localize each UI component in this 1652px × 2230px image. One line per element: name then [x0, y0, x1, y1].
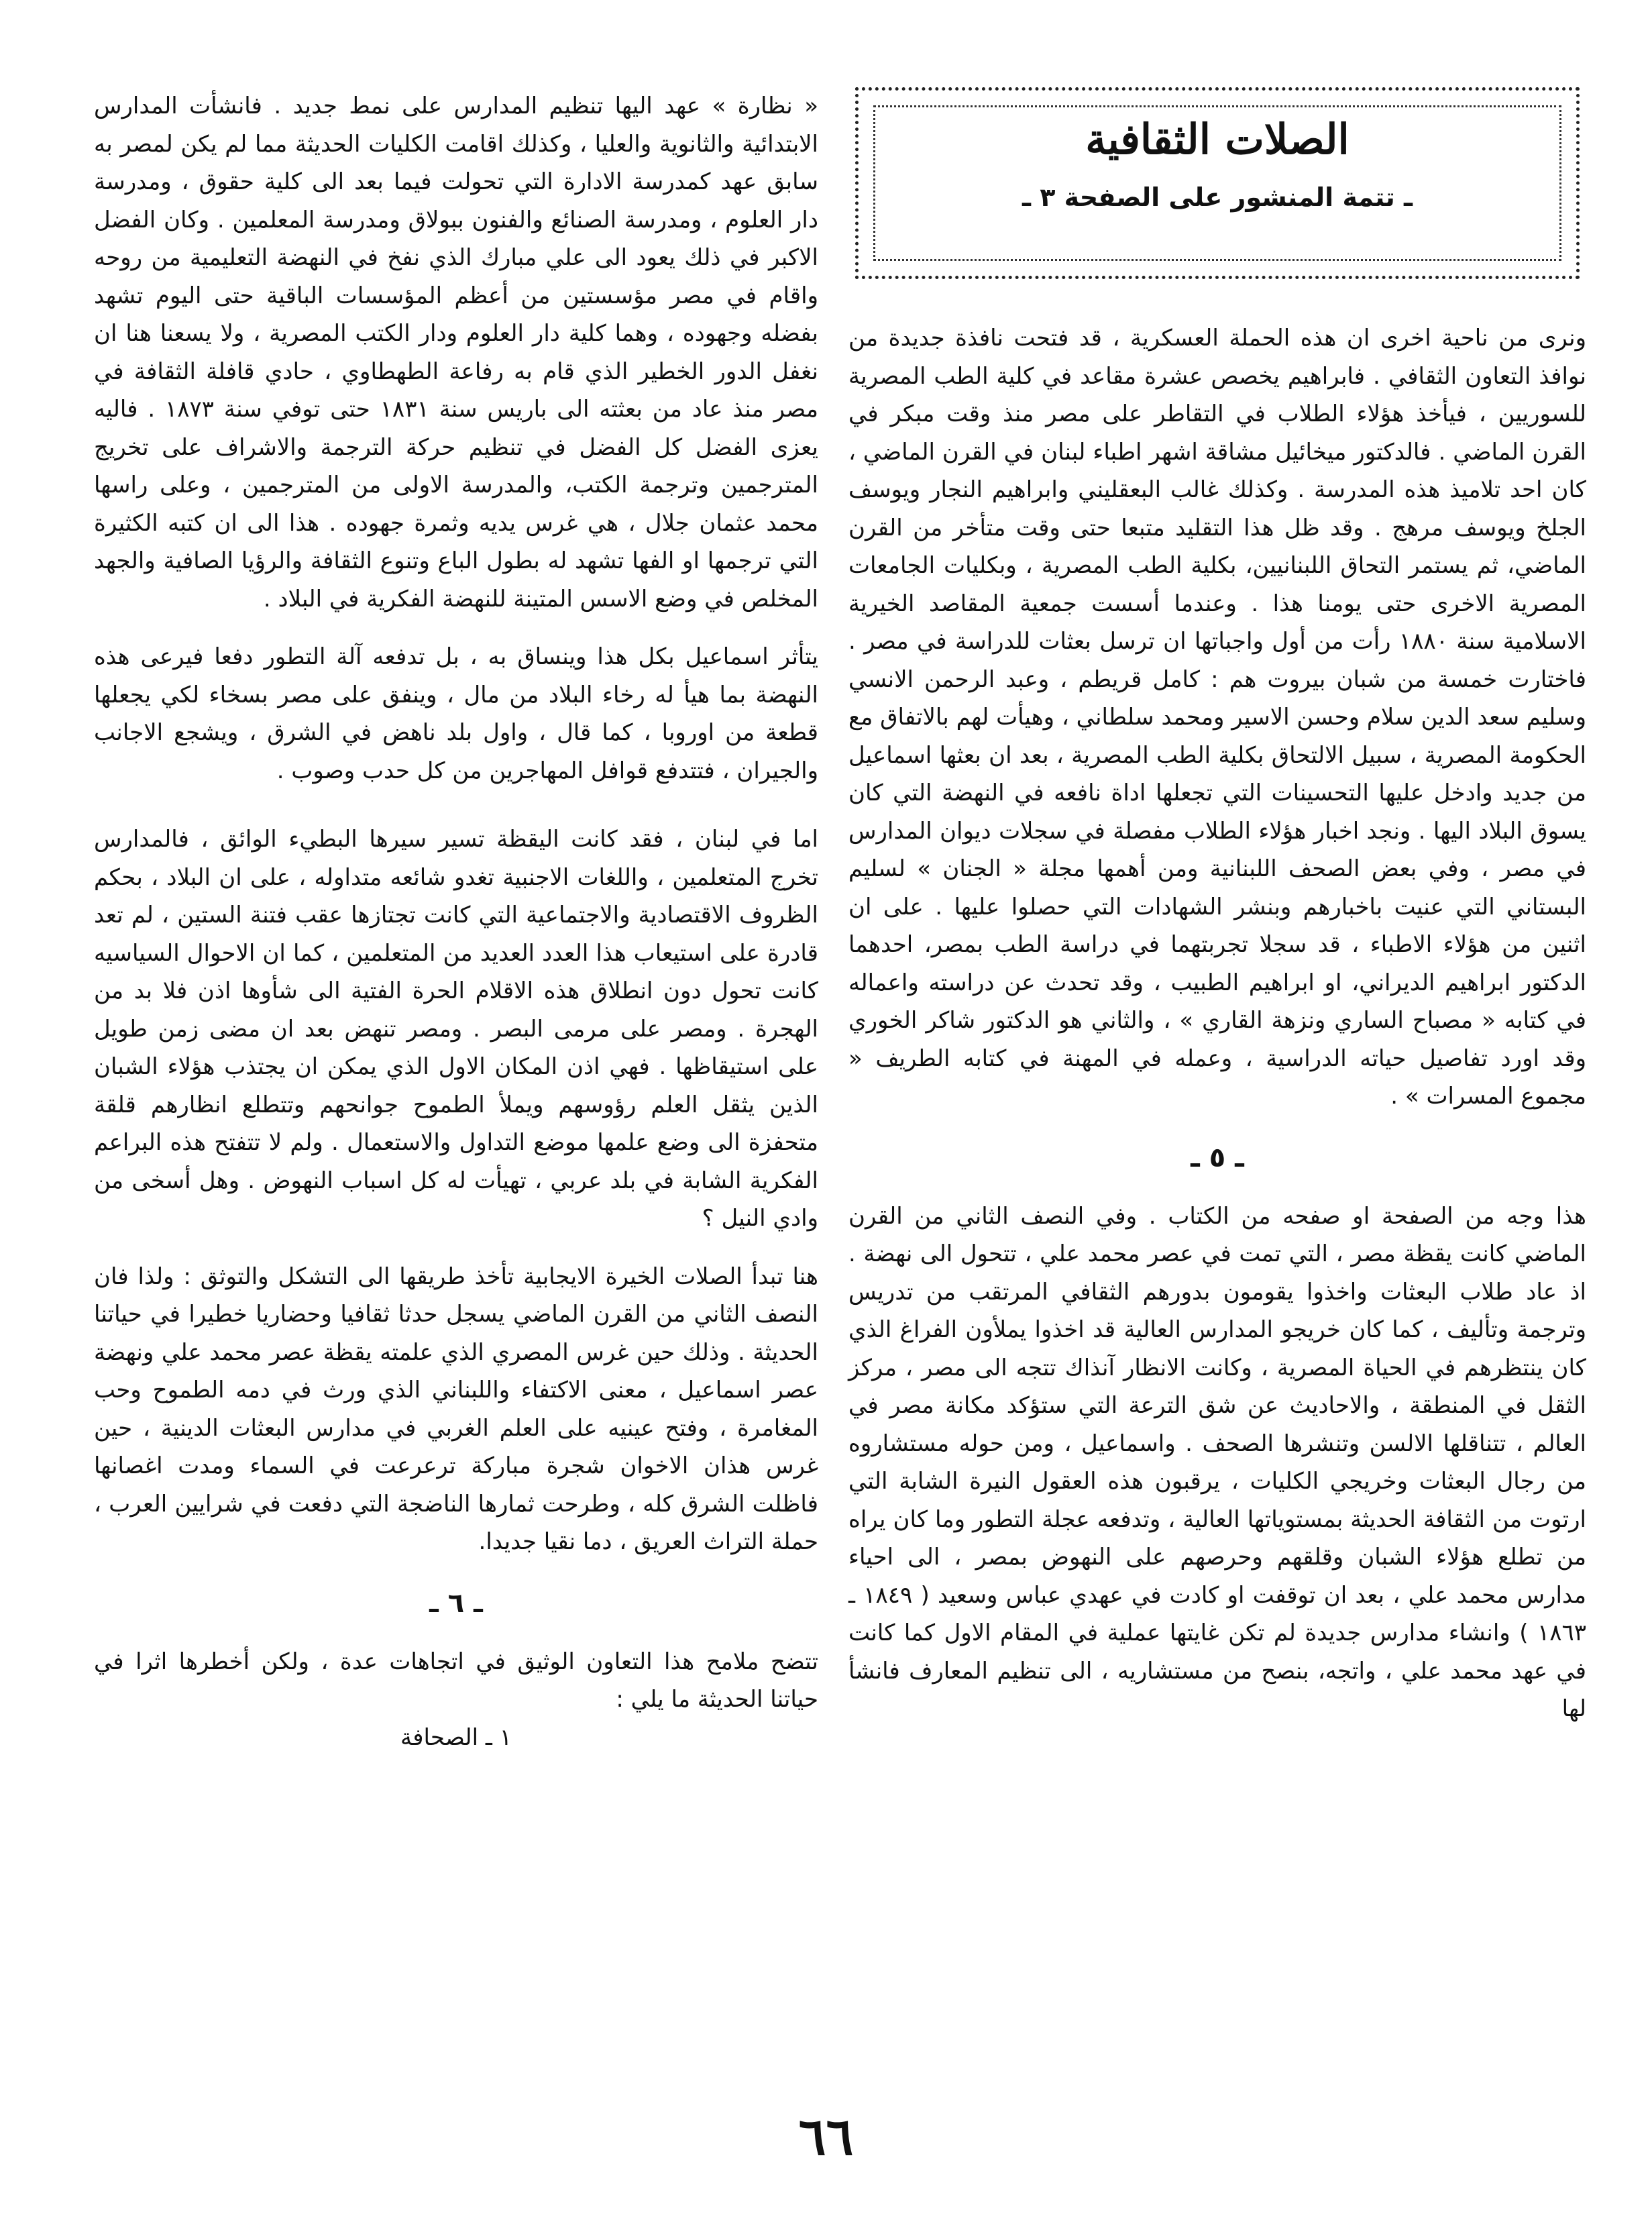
- body-paragraph: « نظارة » عهد اليها تنظيم المدارس على نمط جديد . فانشأت المدارس الابتدائية والثانوية والعليا ، وكذلك اقامت الكليات الحديثة مما لم يكن لمصر به سابق عهد كمدرسة الادارة التي تحولت فيما بعد الى كلية حقوق ، ومدرسة دار العلوم ، ومدرسة الصنائع والفنون ببولاق ومدرسة المعلمين . وكان الفضل الاكبر في ذلك يعود الى علي مبارك الذي نفخ في النهضة التعليمية من روحه واقام في مصر مؤسستين من أعظم المؤسسات الباقية حتى اليوم تشهد بفضله وجهوده ، وهما كلية دار العلوم ودار الكتب المصرية ، ولا يسعنا هنا ان نغفل الدور الخطير الذي قام به رفاعة الطهطاوي ، حادي قافلة الثقافة في مصر منذ عاد من بعثته الى باريس سنة ١٨٣١ حتى توفي سنة ١٨٧٣ . فاليه يعزى الفضل كل الفضل في تنظيم حركة الترجمة والاشراف على تخريج المترجمين وترجمة الكتب، والمدرسة الاولى من المترجمين ، وعلى راسها محمد عثمان جلال ، هي غرس يديه وثمرة جهوده . هذا الى ان كتبه الكثيرة التي ترجمها او الفها تشهد له بطول الباع وتنوع الثقافة والرؤيا الصافية والجهد المخلص في وضع الاسس المتينة للنهضة الفكرية في البلاد .: [94, 93, 818, 613]
- section-marker-5: ـ ٥ ـ: [1191, 1142, 1244, 1173]
- subheading-journalism: ١ ـ الصحافة: [400, 1723, 512, 1751]
- body-paragraph: يتأثر اسماعيل بكل هذا وينساق به ، بل تدفعه آلة التطور دفعا فيرعى هذه النهضة بما هيأ له رخاء البلاد من مال ، وينفق على مصر بسخاء لكي يجعلها قطعة من اوروبا ، كما قال ، واول بلد ناهض في الشرق ، ويشجع الاجانب والجيران ، فتتدفع قوافل المهاجرين من كل حدب وصوب .: [94, 643, 818, 784]
- body-paragraph: ونرى من ناحية اخرى ان هذه الحملة العسكرية ، قد فتحت نافذة جديدة من نوافذ التعاون الثقافي . فابراهيم يخصص عشرة مقاعد في كلية الطب المصرية للسوريين ، فيأخذ هؤلاء الطلاب في التقاطر على مصر منذ وقت مبكر في القرن الماضي . فالدكتور ميخائيل مشاقة اشهر اطباء لبنان في القرن الماضي ، كان احد تلاميذ هذه المدرسة . وكذلك غالب البعقليني وابراهيم النجار ويوسف الجلخ ويوسف مرهج . وقد ظل هذا التقليد متبعا حتى وقت متأخر من القرن الماضي، ثم يستمر التحاق اللبنانيين، بكلية الطب المصرية ، وبكليات الجامعات المصرية الاخرى حتى يومنا هذا . وعندما أسست جمعية المقاصد الخيرية الاسلامية سنة ١٨٨٠ رأت من أول واجباتها ان ترسل بعثات للدراسة في مصر . فاختارت خمسة من شبان بيروت هم : كامل قريطم ، وعبد الرحمن الانسي وسليم سعد الدين سلام وحسن الاسير ومحمد سلطاني ، وهيأت لهم بالاتفاق مع الحكومة المصرية ، سبيل الالتحاق بكلية الطب المصرية ، بعد ان بعثها اسماعيل من جديد وادخل عليها التحسينات التي تجعلها اداة نافعه في النهضة التي كان يسوق البلاد اليها . ونجد اخبار هؤلاء الطلاب مفصلة في سجلات ديوان المدارس في مصر ، وفي بعض الصحف اللبنانية ومن أهمها مجلة « الجنان » لسليم البستاني التي عنيت باخبارهم وبنشر الشهادات التي حصلوا عليها . على ان اثنين من هؤلاء الاطباء ، قد سجلا تجربتهما في دراسة الطب بمصر، احدهما الدكتور ابراهيم الديراني، او ابراهيم الطبيب ، وقد تحدث عن دراسته واعماله في كتابه « مصباح الساري ونزهة القاري » ، والثاني هو الدكتور شاكر الخوري وقد اورد تفاصيل حياته الدراسية ، وعمله في المهنة في كتابه الطريف « مجموع المسرات » .: [848, 325, 1587, 1110]
- right-column: [848, 87, 1586, 1728]
- continuation-note: ـ تتمة المنشور على الصفحة ٣ ـ: [1022, 182, 1413, 212]
- page-number: ٦٦: [798, 2107, 854, 2166]
- body-paragraph: هذا وجه من الصفحة او صفحه من الكتاب . وفي النصف الثاني من القرن الماضي كانت يقظة مصر ، التي تمت في عصر محمد علي ، تتحول الى نهضة . اذ عاد طلاب البعثات واخذوا يقومون بدورهم الثقافي المرتقب من تدريس وترجمة وتأليف ، كما كان خريجو المدارس العالية قد اخذوا يملأون الفراغ الذي كان ينتظرهم في الحياة المصرية ، وكانت الانظار آنذاك تتجه الى مصر ، مركز الثقل في المنطقة ، والاحاديث عن شق الترعة التي ستؤكد مكانة مصر في العالم ، تتناقلها الالسن وتنشرها الصحف . واسماعيل ، ومن حوله مستشاروه من رجال البعثات وخريجي الكليات ، يرقبون هذه العقول النيرة الشابة التي ارتوت من الثقافة الحديثة بمستوياتها العالية ، وتدفعه عجلة التطور وما كان يراه من تطلع هؤلاء الشبان وقلقهم وحرصهم على النهوض بمصر ، الى احياء مدارس محمد علي ، بعد ان توقفت او كادت في عهدي عباس وسعيد ( ١٨٤٩ ـ ١٨٦٣ ) وانشاء مدارس جديدة لم تكن غايتها عملية في المقام الاول كما كانت في عهد محمد علي ، واتجه، بنصح من مستشاريه ، الى تنظيم المعارف فانشأ لها: [848, 1202, 1586, 1722]
- body-paragraph: هنا تبدأ الصلات الخيرة الايجابية تأخذ طريقها الى التشكل والتوثق : ولذا فان النصف الثاني من القرن الماضي يسجل حدثا ثقافيا وحضاريا خطيرا في حياتنا الحديثة . وذلك حين غرس المصري الذي علمته يقظة عصر محمد علي ونهضة عصر اسماعيل ، معنى الاكتفاء واللبناني الذي ورث في دمه الطموح وحب المغامرة ، وفتح عينيه على العلم الغربي في مدارس البعثات الدينية ، حين غرس هذان الاخوان شجرة مباركة ترعرعت في السماء ومدت اغصانها فاظلت الشرق كله ، وطرحت ثمارها الناضجة التي دفعت في شرايين العرب ، حملة التراث العريق ، دما نقيا جديدا.: [94, 1263, 818, 1555]
- body-paragraph: تتضح ملامح هذا التعاون الوثيق في اتجاهات عدة ، ولكن أخطرها اثرا في حياتنا الحديثة ما يلي :: [94, 1648, 818, 1713]
- section-marker-6: ـ ٦ ـ: [429, 1587, 483, 1619]
- left-column: [94, 87, 818, 1756]
- article-title: الصلات الثقافية: [1085, 115, 1350, 164]
- article-title-box: [855, 87, 1580, 279]
- title-box-inner-frame: [873, 105, 1561, 261]
- body-paragraph: اما في لبنان ، فقد كانت اليقظة تسير سيرها البطيء الوائق ، فالمدارس تخرج المتعلمين ، واللغات الاجنبية تغدو شائعه متداوله ، على ان البلاد ، بحكم الظروف الاقتصادية والاجتماعية التي كانت تجتازها عقب فتنة الستين ، لم تعد قادرة على استيعاب هذا العدد العديد من المتعلمين ، كما ان الاحوال السياسيه كانت تحول دون انطلاق هذه الاقلام الحرة الفتية الى شأوها اذن فلا بد من الهجرة . ومصر على مرمى البصر . ومصر تنهض بعد ان مضى زمن طويل على استيقاظها . فهي اذن المكان الاول الذي يمكن ان يجتذب هؤلاء الشبان الذين يثقل العلم رؤوسهم ويملأ الطموح جوانحهم وتتطلع انظارهم قلقة متحفزة الى وضع علمها موضع التداول والاستعمال . ولم لا تتفتح هذه البراعم الفكرية الشابة في بلد عربي ، تهيأت له كل اسباب النهوض . وهل أسخى من وادي النيل ؟: [94, 826, 818, 1232]
